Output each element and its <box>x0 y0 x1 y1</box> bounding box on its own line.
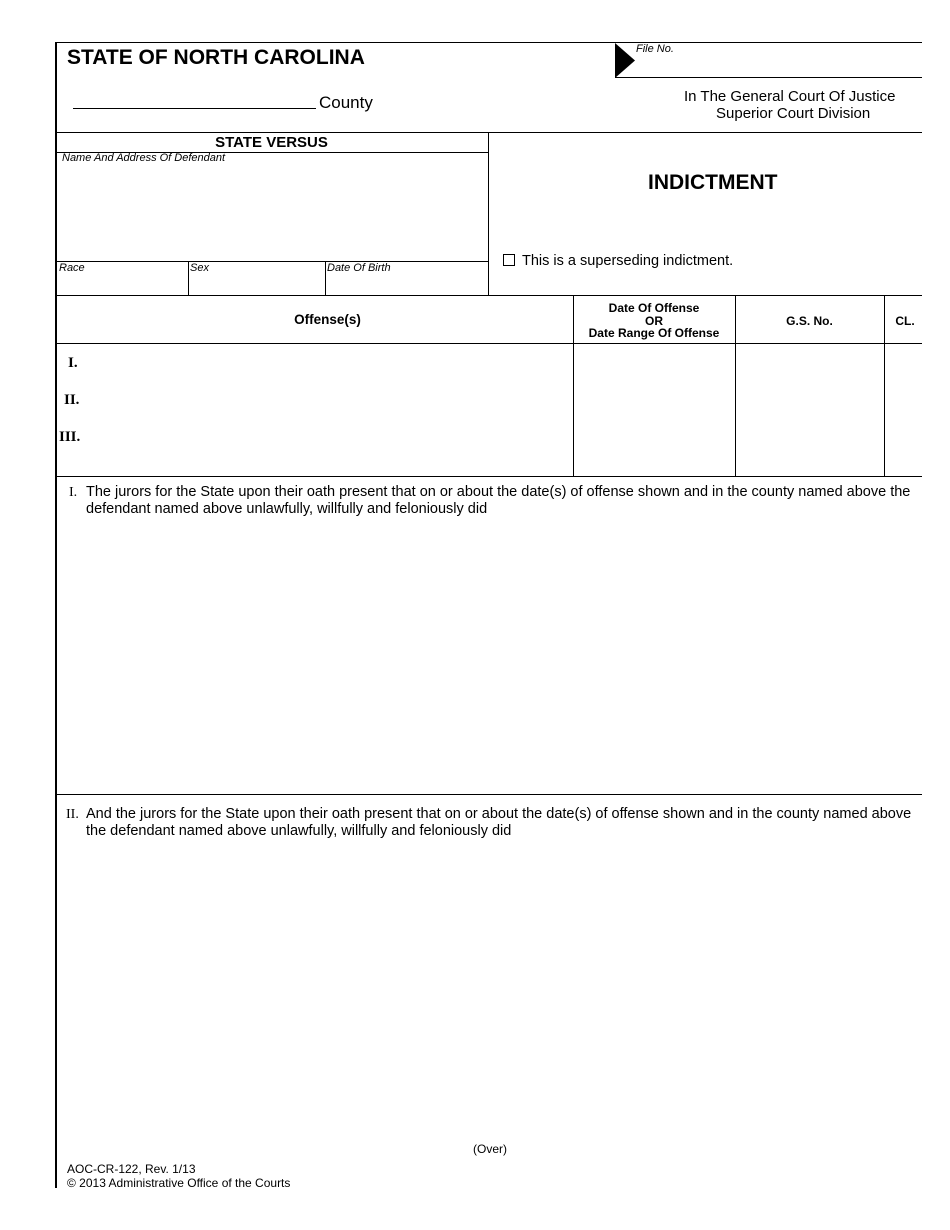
race-sex-divider <box>188 261 189 296</box>
col-date-header-line3: Date Range Of Offense <box>588 326 720 340</box>
offense-row-1-numeral: I. <box>68 355 78 371</box>
outer-top-border <box>55 42 615 43</box>
count-1-field[interactable] <box>60 525 920 790</box>
col-date-header-line2: OR <box>645 314 663 328</box>
defendant-right-divider <box>488 132 489 296</box>
count-2-numeral: II. <box>66 807 79 822</box>
sex-dob-divider <box>325 261 326 296</box>
dob-label: Date Of Birth <box>327 262 391 274</box>
superseding-checkbox[interactable] <box>503 254 515 266</box>
offense-table-bottom <box>55 476 922 477</box>
name-address-field[interactable] <box>57 166 487 260</box>
col-date-header-line1: Date Of Offense <box>608 301 700 315</box>
count-divider <box>55 794 922 795</box>
county-blank-line[interactable] <box>73 108 316 109</box>
offense-table-top <box>55 295 922 296</box>
race-field[interactable] <box>57 275 187 294</box>
file-no-arrow-icon <box>615 43 635 78</box>
offense-row-3-field[interactable] <box>90 424 570 454</box>
col-offenses-header: Offense(s) <box>294 312 361 327</box>
offense-row-2-numeral: II. <box>64 392 80 408</box>
dob-field[interactable] <box>327 275 487 294</box>
offense-row-1-field[interactable] <box>90 350 570 380</box>
file-no-bottom-border <box>615 77 922 78</box>
state-title: STATE OF NORTH CAROLINA <box>67 46 365 69</box>
offense-row-3-numeral: III. <box>59 429 81 445</box>
sex-label: Sex <box>190 262 209 274</box>
race-label: Race <box>59 262 85 274</box>
offense-row-2-field[interactable] <box>90 387 570 417</box>
count-1-text: The jurors for the State upon their oath present that on or about the date(s) of offense shown and in the county named above the defendant named above unlawfully, willfully and feloniously did <box>86 484 911 517</box>
form-number: AOC-CR-122, Rev. 1/13 <box>67 1162 196 1176</box>
race-row-top <box>55 261 488 262</box>
court-line-2: Superior Court Division <box>716 105 871 122</box>
file-no-label: File No. <box>636 43 674 55</box>
count-1-numeral: I. <box>69 485 78 500</box>
count-2-field[interactable] <box>60 848 920 1138</box>
col-cl-header: CL. <box>895 314 915 328</box>
court-line-1: In The General Court Of Justice <box>684 88 896 105</box>
count-2-text: And the jurors for the State upon their oath present that on or about the date(s) of offense shown and in the county named above the defendant named above unlawfully, willfully and feloniously did <box>86 806 912 839</box>
offense-header-bottom <box>55 343 922 344</box>
superseding-label: This is a superseding indictment. <box>522 253 734 269</box>
indictment-title: INDICTMENT <box>648 171 778 194</box>
state-versus-heading: STATE VERSUS <box>215 134 328 151</box>
name-address-label: Name And Address Of Defendant <box>62 152 226 164</box>
copyright: © 2013 Administrative Office of the Courts <box>67 1176 291 1190</box>
over-label: (Over) <box>473 1142 507 1156</box>
county-label: County <box>319 93 373 112</box>
sex-field[interactable] <box>190 275 324 294</box>
col-gs-header: G.S. No. <box>786 314 833 328</box>
